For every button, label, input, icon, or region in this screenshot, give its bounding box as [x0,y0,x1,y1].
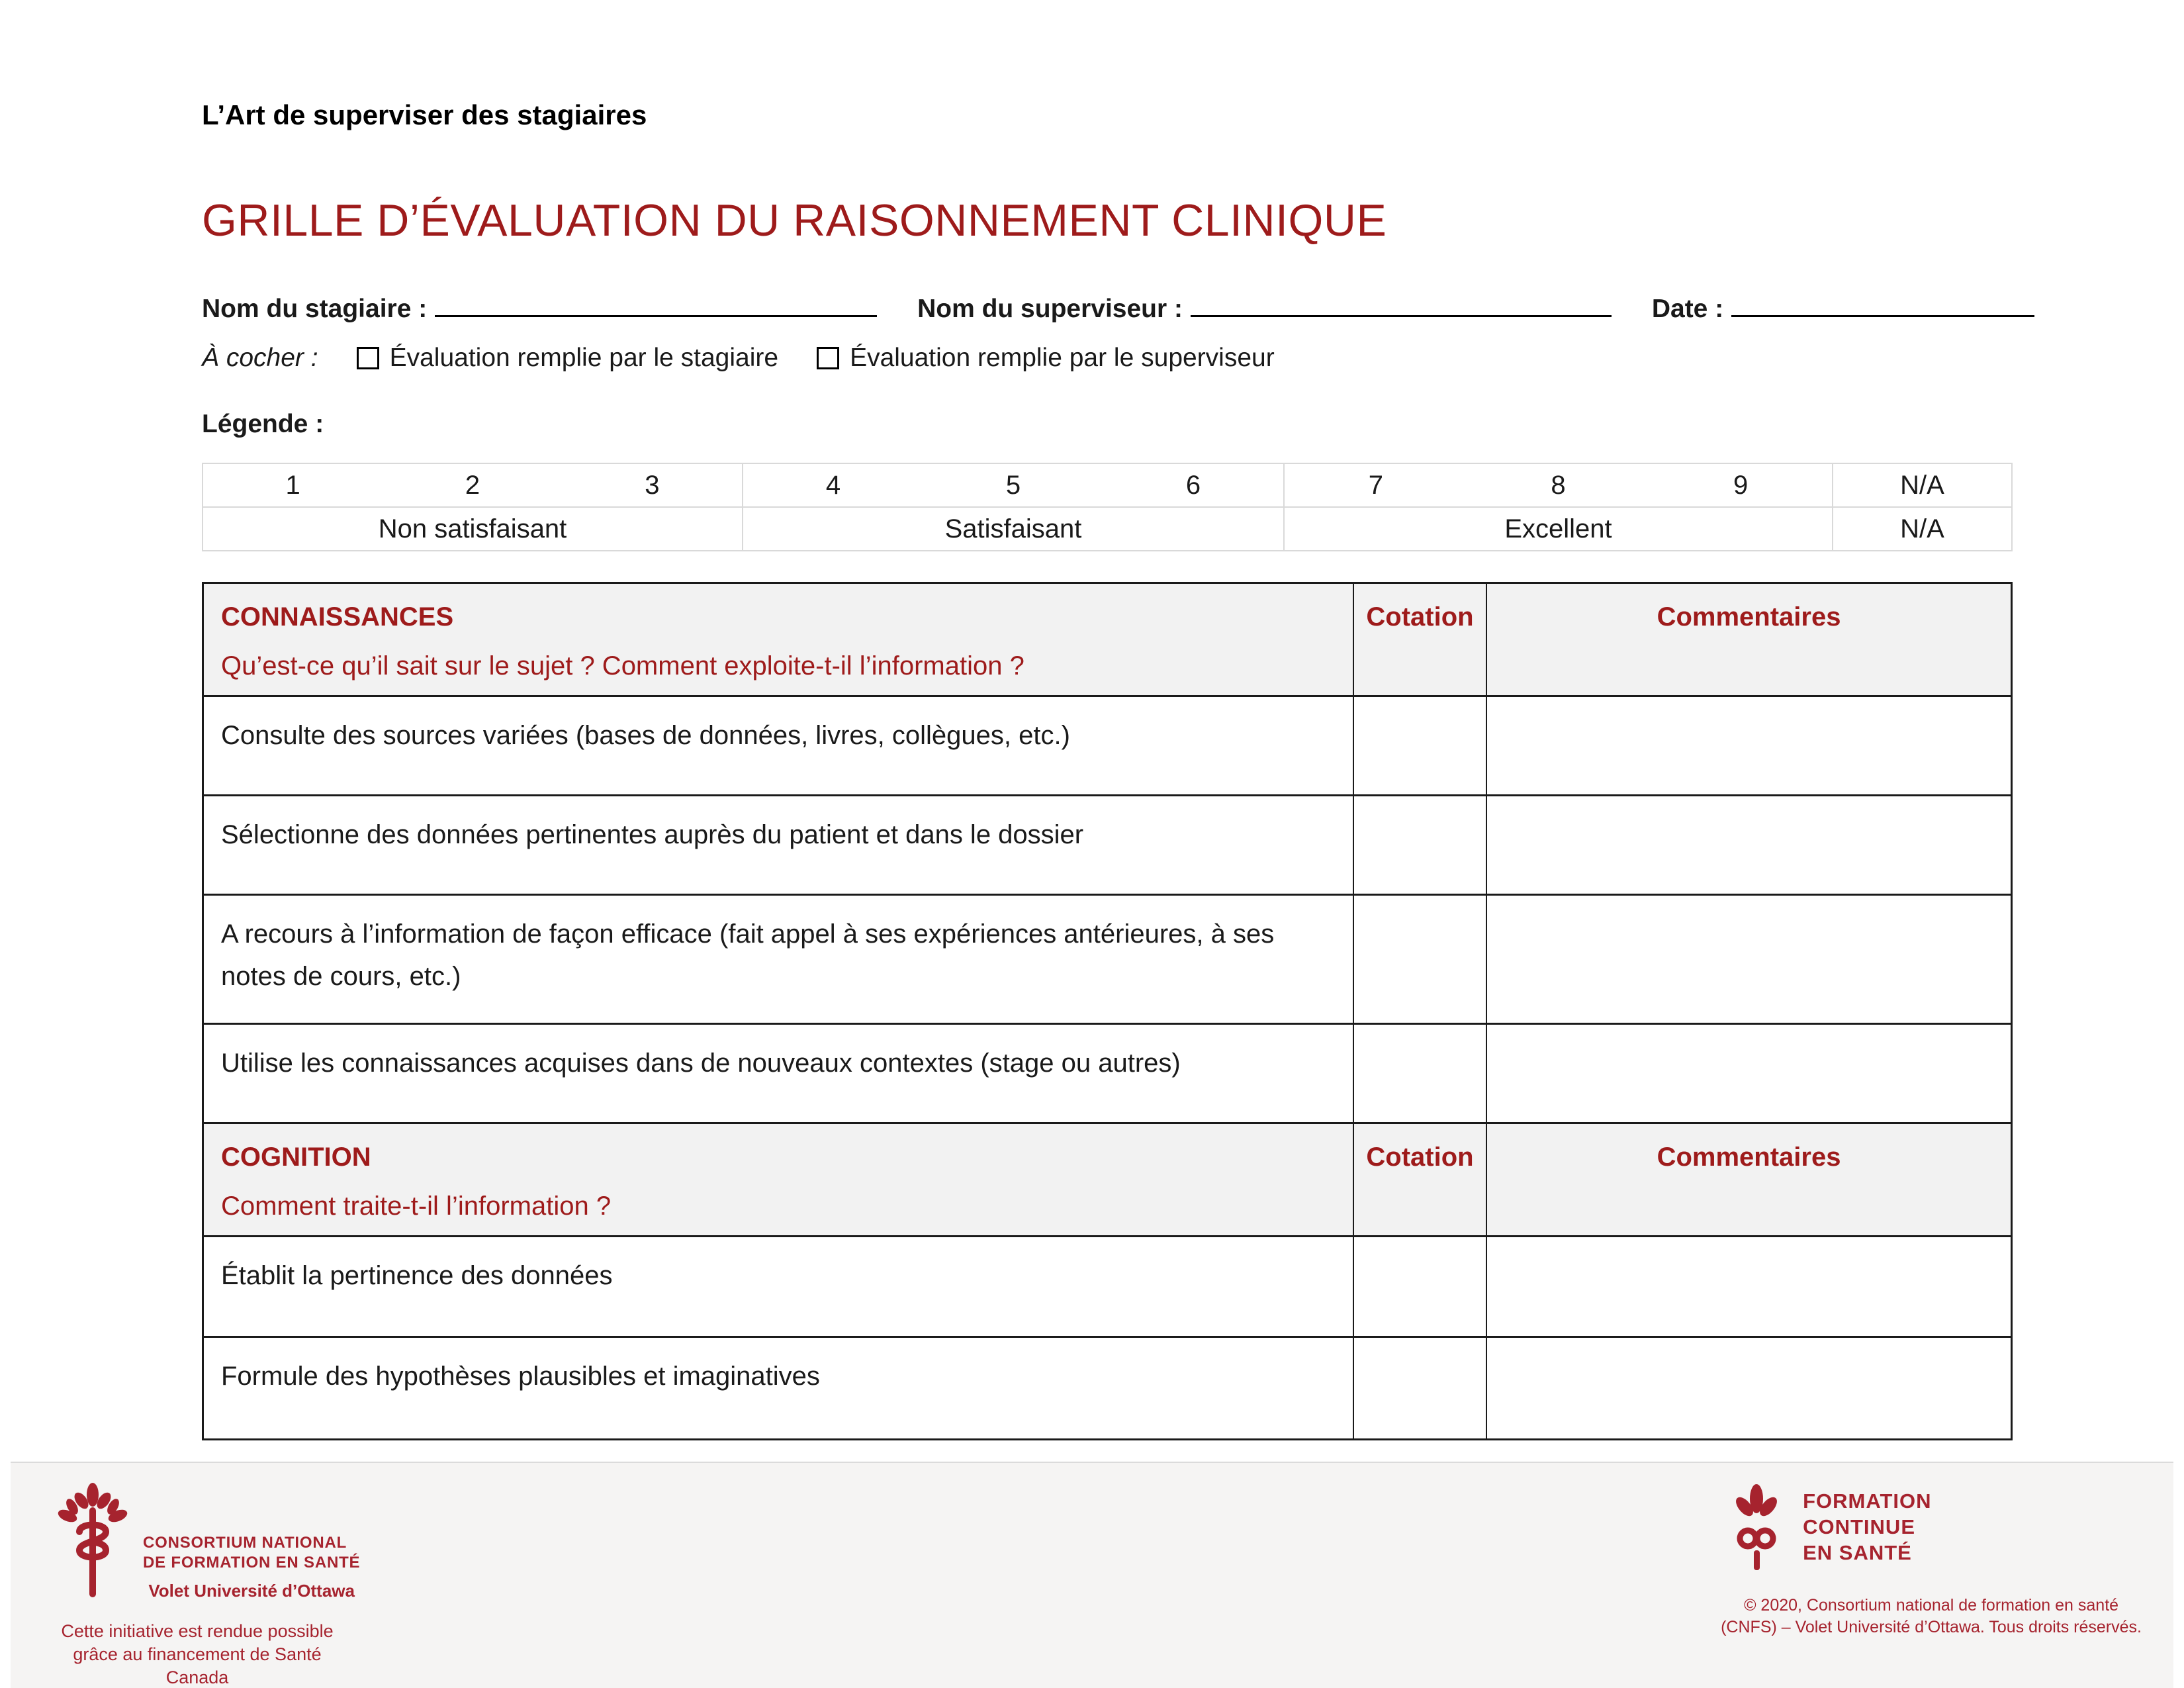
table-row [204,1025,2011,1124]
cotation-cell[interactable] [1354,896,1487,1023]
cotation-column-header: Cotation [1354,1124,1487,1235]
trainee-name-input[interactable] [435,289,877,317]
supervisor-name-label: Nom du superviseur : [917,295,1183,323]
legend-scale-value: 3 [645,470,660,500]
criterion-text: Consulte des sources variées (bases de données, livres, collègues, etc.) [204,697,1354,794]
legend-scale-group-1 [203,464,743,506]
section-header-connaissances [204,584,2011,697]
commentaires-cell[interactable] [1487,896,2011,1023]
fcs-leaf-icon [1727,1483,1786,1576]
legend-scale-value: 1 [285,470,300,500]
cnfs-wordmark-line2: DE FORMATION EN SANTÉ [143,1554,361,1571]
commentaires-cell[interactable] [1487,1237,2011,1336]
legend-scale-value: N/A [1900,470,1944,500]
cotation-cell[interactable] [1354,1025,1487,1122]
commentaires-cell[interactable] [1487,1338,2011,1438]
funding-note-line1: Cette initiative est rendue possible [61,1621,334,1641]
legend-category-label: N/A [1900,514,1944,543]
section-subtitle: Comment traite-t-il l’information ? [221,1192,612,1221]
section-title: COGNITION [221,1143,371,1172]
table-row [204,896,2011,1025]
legend-scale-value: 8 [1551,470,1566,500]
criterion-text: Formule des hypothèses plausibles et imaginatives [204,1338,1354,1438]
supervisor-eval-checkbox-item[interactable] [817,344,1275,373]
table-row [204,796,2011,896]
section-subtitle: Qu’est-ce qu’il sait sur le sujet ? Comment exploite-t-il l’information ? [221,651,1024,680]
trainee-eval-checkbox-item[interactable] [357,344,778,373]
funding-note [52,1620,343,1688]
copyright-line2: (CNFS) – Volet Université d’Ottawa. Tous droits réservés. [1721,1618,2142,1636]
name-date-row [202,289,2013,324]
cnfs-wordmark-line3: Volet Université d’Ottawa [148,1581,355,1601]
supervisor-eval-checkbox-label: Évaluation remplie par le superviseur [850,344,1275,372]
section-header-cognition [204,1124,2011,1237]
commentaires-cell[interactable] [1487,697,2011,794]
checkbox-icon[interactable] [357,347,379,369]
date-label: Date : [1651,295,1724,323]
fcs-wordmark-line3: EN SANTÉ [1803,1541,1912,1564]
legend-scale-group-3 [1285,464,1833,506]
fcs-wordmark [1803,1483,1931,1566]
legend-scale-value: 5 [1005,470,1021,500]
supervisor-name-input[interactable] [1191,289,1612,317]
footer-band [11,1462,2173,1688]
criterion-text: Sélectionne des données pertinentes auprès du patient et dans le dossier [204,796,1354,894]
cotation-cell[interactable] [1354,1338,1487,1438]
legend-scale-group-2 [743,464,1285,506]
legend-table [202,463,2013,551]
evaluation-table [202,582,2013,1440]
commentaires-column-header: Commentaires [1657,1143,1841,1172]
funding-note-line2: grâce au financement de Santé Canada [73,1644,322,1687]
legend-scale-value: 2 [465,470,480,500]
cotation-cell[interactable] [1354,796,1487,894]
legend-scale-value: 7 [1368,470,1383,500]
checkbox-icon[interactable] [817,347,839,369]
copyright-line1: © 2020, Consortium national de formation en santé [1744,1596,2119,1615]
criterion-text: A recours à l’information de façon efficace (fait appel à ses expériences antérieures, à ses notes de cours, etc.) [204,896,1354,1023]
page-title: GRILLE D’ÉVALUATION DU RAISONNEMENT CLINIQUE [202,195,1387,246]
fcs-wordmark-line2: CONTINUE [1803,1515,1915,1538]
copyright-notice [1721,1595,2142,1638]
commentaires-column-header: Commentaires [1657,602,1841,632]
cnfs-logo-block [52,1481,363,1688]
evaluator-check-row [202,344,2013,373]
section-title: CONNAISSANCES [221,602,454,632]
cnfs-wordmark [143,1481,360,1601]
legend-label-row [203,508,2011,550]
course-title: L’Art de superviser des stagiaires [202,99,647,130]
fcs-wordmark-line1: FORMATION [1803,1489,1932,1513]
legend-scale-value: 9 [1733,470,1749,500]
section-header-text [204,584,1354,695]
date-input[interactable] [1731,289,2034,317]
legend-category-label: Non satisfaisant [203,508,743,550]
legend-category-label: Excellent [1285,508,1833,550]
commentaires-cell[interactable] [1487,1025,2011,1122]
fcs-logo-block [1721,1483,2142,1638]
trainee-eval-checkbox-label: Évaluation remplie par le stagiaire [389,344,779,372]
legend-category-label: Satisfaisant [743,508,1285,550]
section-header-text [204,1124,1354,1235]
table-row [204,697,2011,796]
legend-scale-group-na [1833,464,2011,506]
cotation-column-header: Cotation [1354,584,1487,695]
criterion-text: Utilise les connaissances acquises dans de nouveaux contextes (stage ou autres) [204,1025,1354,1122]
legend-scale-value: 6 [1185,470,1201,500]
trainee-name-label: Nom du stagiaire : [202,295,428,323]
document-content [202,99,2013,1440]
cnfs-caduceus-maple-icon [52,1481,134,1603]
cotation-cell[interactable] [1354,1237,1487,1336]
cotation-cell[interactable] [1354,697,1487,794]
criterion-text: Établit la pertinence des données [204,1237,1354,1336]
cnfs-wordmark-line1: CONSORTIUM NATIONAL [143,1534,347,1552]
legend-scale-row [203,464,2011,508]
table-row [204,1338,2011,1438]
commentaires-cell[interactable] [1487,796,2011,894]
table-row [204,1237,2011,1338]
check-instruction-label: À cocher : [202,344,318,372]
legend-scale-value: 4 [825,470,841,500]
legend-label: Légende : [202,410,324,438]
